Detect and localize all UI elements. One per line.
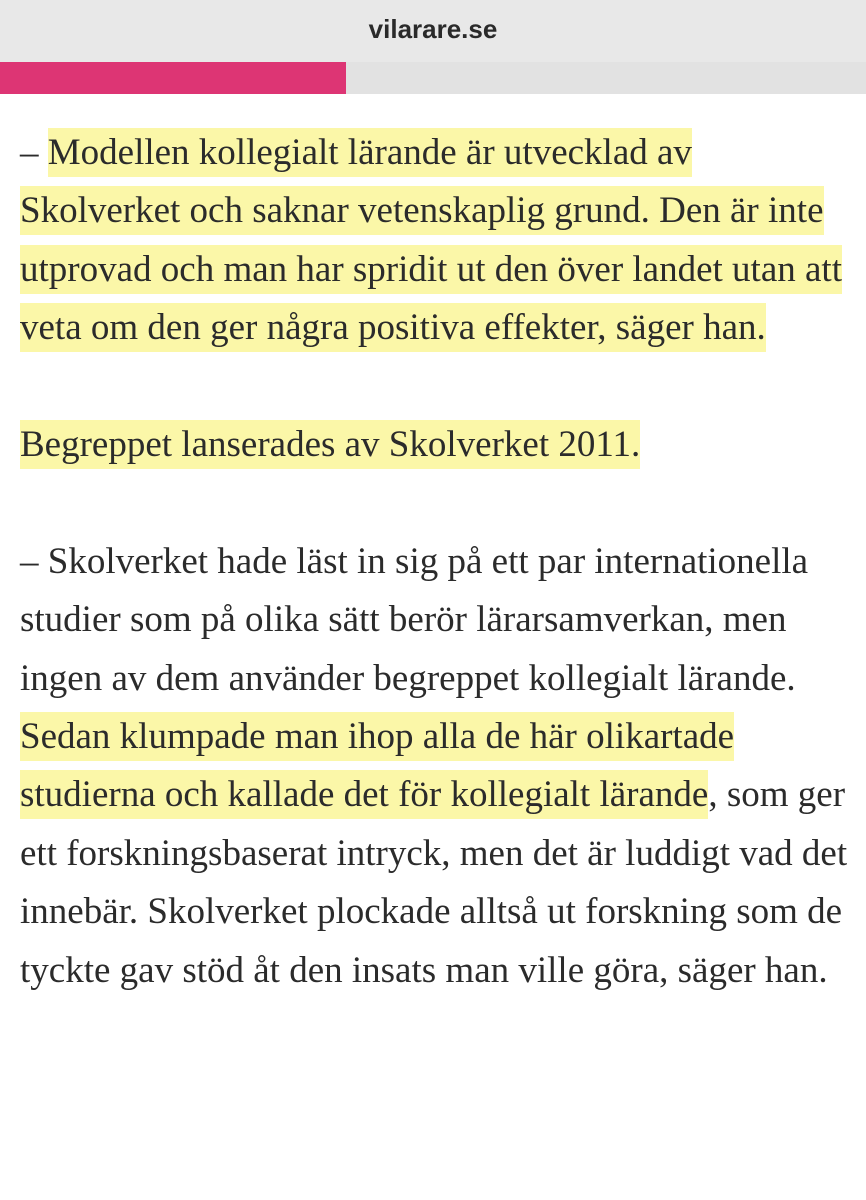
reading-progress-fill [0,62,346,94]
highlighted-text: Begreppet lanserades av Skolverket 2011. [20,424,641,466]
reading-progress-bar [0,62,866,94]
highlighted-text: Modellen kollegialt lärande är utvecklad av Skolverket och saknar vetenskaplig grund. Den är inte utprovad och man har spridit ut den över landet utan att veta om den ger några positiva effekter, säger han. [20,132,842,349]
article-body [20,124,850,1058]
highlighted-text: Sedan klumpade man ihop alla de här olikartade studierna och kallade det för kollegialt lärande [20,716,735,816]
url-domain[interactable]: vilarare.se [368,14,498,44]
article-paragraph [20,416,850,474]
paragraph-text: , som ger ett forskningsbaserat intryck, men det är luddigt vad det innebär. Skolverket plockade alltså ut forskning som de tyckte gav stöd åt den insats man ville göra, säger han. [20,774,848,991]
article-paragraph [20,533,850,1000]
paragraph-text: – Skolverket hade läst in sig på ett par internationella studier som på olika sätt berör lärarsamverkan, men ingen av dem använder begreppet kollegialt lärande. [20,540,809,699]
article-paragraph [20,124,850,358]
address-bar[interactable] [0,0,866,62]
paragraph-text: – [20,132,48,173]
